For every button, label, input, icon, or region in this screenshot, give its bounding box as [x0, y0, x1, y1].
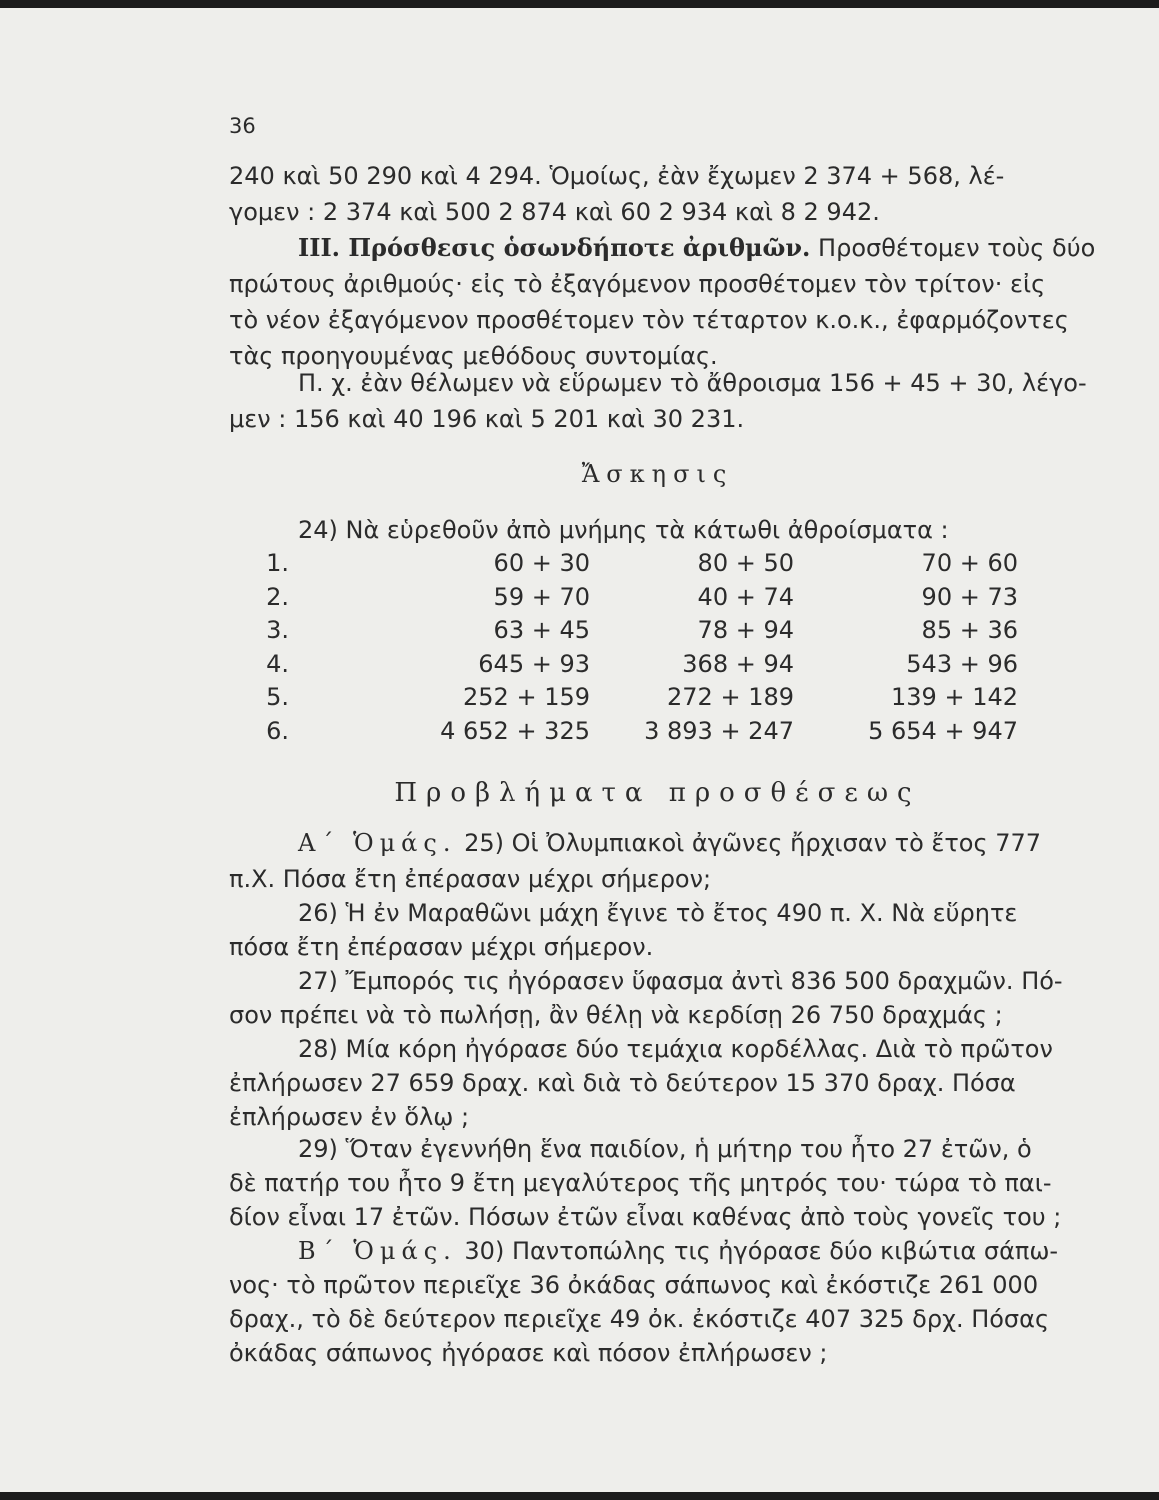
example-line-1: Π. χ. ἐὰν θέλωμεν νὰ εὕρωμεν τὸ ἄθροισμα 156 + 45 + 30, λέγο- — [298, 369, 1087, 397]
exercise-title: Ἄσκησις — [581, 460, 734, 488]
exercise-item-number: 3. — [266, 616, 289, 645]
exercise-sum: 59 + 70 — [493, 582, 590, 611]
exercise-item-number: 5. — [266, 683, 289, 712]
exercise-sum: 40 + 74 — [697, 582, 794, 611]
section-3-line-4: τὰς προηγουμένας μεθόδους συντομίας. — [229, 342, 718, 370]
exercise-sum: 5 654 + 947 — [868, 717, 1018, 745]
example-line-2: μεν : 156 καὶ 40 196 καὶ 5 201 καὶ 30 231. — [229, 405, 745, 433]
problem-26-line-1: 26) Ἡ ἐν Μαραθῶνι μάχη ἔγινε τὸ ἔτος 490 π. Χ. Νὰ εὕρητε — [298, 899, 1018, 927]
problem-30-line-3: δραχ., τὸ δὲ δεύτερον περιεῖχε 49 ὀκ. ἐκόστιζε 407 325 δρχ. Πόσας — [229, 1305, 1050, 1333]
problem-27-line-2: σον πρέπει νὰ τὸ πωλήσῃ, ἂν θέλῃ νὰ κερδίσῃ 26 750 δραχμάς ; — [229, 1001, 1003, 1029]
problem-25-text: 25) Οἱ Ὀλυμπιακοὶ ἀγῶνες ἤρχισαν τὸ ἔτος 777 — [464, 829, 1042, 857]
problem-28-line-1: 28) Μία κόρη ἠγόρασε δύο τεμάχια κορδέλλας. Διὰ τὸ πρῶτον — [298, 1035, 1053, 1063]
exercise-sum: 368 + 94 — [682, 649, 794, 678]
exercise-item-number: 1. — [266, 549, 289, 577]
exercise-sum: 78 + 94 — [697, 616, 794, 645]
exercise-sum: 252 + 159 — [463, 683, 590, 712]
problem-25-line-2: π.Χ. Πόσα ἔτη ἐπέρασαν μέχρι σήμερον; — [229, 865, 712, 893]
exercise-item-number: 2. — [266, 582, 289, 611]
page-number: 36 — [229, 114, 256, 138]
section-3-line-2: πρώτους ἀριθμούς· εἰς τὸ ἐξαγόμενον προσθέτομεν τὸν τρίτον· εἰς — [229, 270, 1046, 298]
section-3-text: Προσθέτομεν τοὺς δύο — [818, 234, 1096, 262]
problem-30-line-4: ὀκάδας σάπωνος ἠγόρασε καὶ πόσον ἐπλήρωσεν ; — [229, 1339, 828, 1367]
exercise-item-number: 6. — [266, 717, 289, 745]
problem-25-line-1 — [298, 828, 1041, 858]
exercise-sum: 90 + 73 — [921, 582, 1018, 611]
problems-title: Προβλήματα προσθέσεως — [394, 778, 921, 808]
exercise-sum: 139 + 142 — [891, 683, 1018, 712]
exercise-sum: 60 + 30 — [493, 549, 590, 577]
exercise-sum: 272 + 189 — [667, 683, 794, 712]
exercise-sum: 3 893 + 247 — [644, 717, 794, 745]
exercise-sum: 63 + 45 — [493, 616, 590, 645]
section-3-first-line — [298, 233, 1095, 263]
intro-line-1: 240 καὶ 50 290 καὶ 4 294. Ὁμοίως, ἐὰν ἔχωμεν 2 374 + 568, λέ- — [229, 162, 1005, 190]
intro-line-2: γομεν : 2 374 καὶ 500 2 874 καὶ 60 2 934 καὶ 8 2 942. — [229, 198, 880, 226]
problem-30-line-1 — [298, 1236, 1058, 1266]
problem-26-line-2: πόσα ἔτη ἐπέρασαν μέχρι σήμερον. — [229, 933, 654, 961]
section-3-line-3: τὸ νέον ἐξαγόμενον προσθέτομεν τὸν τέταρτον κ.ο.κ., ἐφαρμόζοντες — [229, 306, 1069, 334]
exercise-sum: 85 + 36 — [921, 616, 1018, 645]
exercise-sum: 645 + 93 — [478, 649, 590, 678]
exercise-sum: 80 + 50 — [697, 549, 794, 577]
exercise-item-number: 4. — [266, 649, 289, 678]
exercise-sum: 543 + 96 — [906, 649, 1018, 678]
problem-28-line-3: ἐπλήρωσεν ἐν ὅλῳ ; — [229, 1103, 470, 1131]
section-3-heading: ΙΙΙ. Πρόσθεσις ὁσωνδήποτε ἀριθμῶν. — [298, 233, 811, 262]
exercise-sum: 4 652 + 325 — [440, 717, 590, 745]
problem-29-line-1: 29) Ὅταν ἐγεννήθη ἕνα παιδίον, ἡ μήτηρ του ἦτο 27 ἐτῶν, ὁ — [298, 1135, 1032, 1163]
problem-29-line-2: δὲ πατήρ του ἦτο 9 ἔτη μεγαλύτερος τῆς μητρός του· τώρα τὸ παι- — [229, 1169, 1052, 1197]
problem-28-line-2: ἐπλήρωσεν 27 659 δραχ. καὶ διὰ τὸ δεύτερον 15 370 δραχ. Πόσα — [229, 1069, 1016, 1097]
group-a-label: Α΄ Ὁμάς. — [298, 829, 457, 857]
problem-30-line-2: νος· τὸ πρῶτον περιεῖχε 36 ὀκάδας σάπωνος καὶ ἐκόστιζε 261 000 — [229, 1271, 1039, 1299]
problem-27-line-1: 27) Ἔμπορός τις ἠγόρασεν ὕφασμα ἀντὶ 836 500 δραχμῶν. Πό- — [298, 967, 1063, 995]
problem-29-line-3: δίον εἶναι 17 ἐτῶν. Πόσων ἐτῶν εἶναι καθένας ἀπὸ τοὺς γονεῖς του ; — [229, 1203, 1062, 1231]
problem-30-text: 30) Παντοπώλης τις ἠγόρασε δύο κιβώτια σάπω- — [464, 1237, 1059, 1265]
exercise-sum: 70 + 60 — [921, 549, 1018, 577]
exercise-instruction: 24) Νὰ εὑρεθοῦν ἀπὸ μνήμης τὰ κάτωθι ἀθροίσματα : — [298, 516, 949, 544]
group-b-label: Β΄ Ὁμάς. — [298, 1237, 457, 1265]
